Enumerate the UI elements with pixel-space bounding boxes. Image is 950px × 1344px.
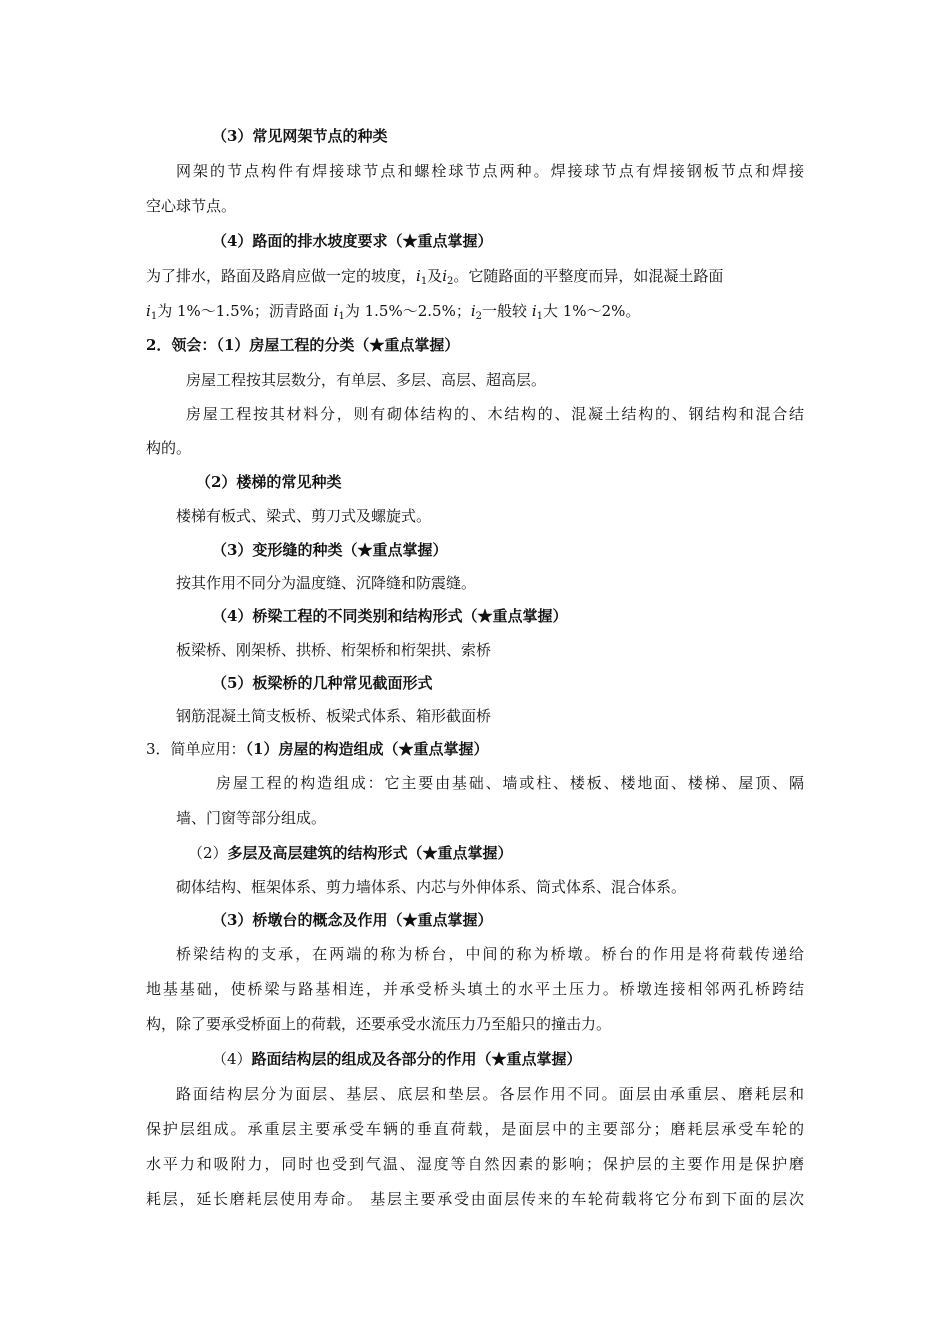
paragraph-text: 。它随路面的平整度而异，如混凝土路面	[453, 267, 724, 285]
paragraph-line: 网架的节点构件有焊接球节点和螺栓球节点两种。焊接球节点有焊接钢板节点和焊接	[176, 162, 804, 180]
paragraph-line: 保护层组成。承重层主要承受车辆的垂直荷载，是面层中的主要部分；磨耗层承受车轮的	[146, 1120, 804, 1138]
subscript: 2	[475, 311, 483, 322]
heading-number: （2）	[188, 844, 228, 862]
heading-text: 路面结构层的组成及各部分的作用（★重点掌握）	[251, 1050, 582, 1068]
subscript: 1	[536, 311, 543, 322]
paragraph-line: 房屋工程的构造组成：它主要由基础、墙或柱、楼板、楼地面、楼梯、屋顶、隔	[216, 774, 804, 792]
symbol-i: i	[470, 302, 476, 320]
symbol-i: i	[416, 267, 421, 285]
paragraph-text: 及	[427, 267, 443, 285]
paragraph-line: 水平力和吸附力，同时也受到气温、湿度等自然因素的影响；保护层的主要作用是保护磨	[146, 1155, 804, 1173]
paragraph-line-slope-values	[146, 301, 640, 327]
subscript: 2	[447, 276, 454, 287]
section-3-heading	[146, 739, 489, 759]
heading-joint-types: （3）变形缝的种类（★重点掌握）	[212, 541, 448, 559]
paragraph-line: 砌体结构、框架体系、剪力墙体系、内芯与外伸体系、筒式体系、混合体系。	[176, 878, 687, 896]
paragraph-line: 耗层，延长磨耗层使用寿命。 基层主要承受由面层传来的车轮荷载将它分布到下面的层次	[146, 1190, 804, 1208]
paragraph-line: 板梁桥、刚架桥、拱桥、桁架桥和桁架拱、索桥	[176, 641, 492, 659]
paragraph-text: 为 1.5%～2.5%；	[344, 302, 471, 320]
subscript: 1	[150, 311, 158, 322]
section-2-heading: 2．领会：（1）房屋工程的分类（★重点掌握）	[146, 336, 460, 354]
heading-number: （4）	[212, 1050, 252, 1068]
subscript: 1	[338, 311, 345, 322]
paragraph-text: 大 1%～2%。	[543, 302, 641, 320]
paragraph-line: 房屋工程按其层数分，有单层、多层、高层、超高层。	[186, 371, 547, 389]
heading-pavement-layers	[212, 1049, 582, 1069]
heading-bridge-types: （4）桥梁工程的不同类别和结构形式（★重点掌握）	[212, 607, 568, 625]
paragraph-line: 楼梯有板式、梁式、剪刀式及螺旋式。	[176, 507, 432, 525]
paragraph-line: 空心球节点。	[146, 197, 237, 215]
heading-building-composition: （1）房屋的构造组成（★重点掌握）	[245, 740, 489, 758]
paragraph-line: 按其作用不同分为温度缝、沉降缝和防震缝。	[176, 574, 477, 592]
symbol-i: i	[146, 302, 151, 320]
heading-stair-types: （2）楼梯的常见种类	[196, 473, 342, 491]
heading-drainage-slope: （4）路面的排水坡度要求（★重点掌握）	[212, 232, 493, 250]
symbol-i: i	[333, 302, 339, 320]
paragraph-line: 房屋工程按其材料分，则有砌体结构的、木结构的、混凝土结构的、钢结构和混合结	[186, 405, 804, 423]
heading-highrise-structure	[188, 843, 513, 863]
section-3-label: 3．简单应用：	[146, 740, 246, 758]
symbol-i: i	[531, 302, 537, 320]
paragraph-line: 构，除了要承受桥面上的荷载，还要承受水流压力乃至船只的撞击力。	[146, 1015, 612, 1033]
paragraph-line: 桥梁结构的支承，在两端的称为桥台，中间的称为桥墩。桥台的作用是将荷载传递给	[176, 945, 804, 963]
heading-pier-abutment: （3）桥墩台的概念及作用（★重点掌握）	[212, 911, 493, 929]
subscript: 1	[420, 276, 428, 287]
paragraph-text: 一般较	[482, 302, 528, 320]
paragraph-text: 为 1%～1.5%；沥青路面	[157, 302, 329, 320]
paragraph-line: 地基基础，使桥梁与路基相连，并承受桥头填土的水平土压力。桥墩连接相邻两孔桥跨结	[146, 980, 804, 998]
paragraph-line: 钢筋混凝土简支板桥、板梁式体系、箱形截面桥	[176, 707, 492, 725]
paragraph-line-slope	[146, 266, 804, 292]
heading-slab-bridge-sections: （5）板梁桥的几种常见截面形式	[212, 674, 433, 692]
paragraph-text: 为了排水，路面及路肩应做一定的坡度，	[146, 267, 417, 285]
paragraph-line: 构的。	[146, 439, 192, 457]
heading-text: 多层及高层建筑的结构形式（★重点掌握）	[227, 844, 513, 862]
symbol-i: i	[442, 267, 448, 285]
paragraph-line: 墙、门窗等部分组成。	[176, 809, 327, 827]
paragraph-line: 路面结构层分为面层、基层、底层和垫层。各层作用不同。面层由承重层、磨耗层和	[176, 1085, 804, 1103]
heading-grid-joint-types: （3）常见网架节点的种类	[212, 127, 388, 145]
